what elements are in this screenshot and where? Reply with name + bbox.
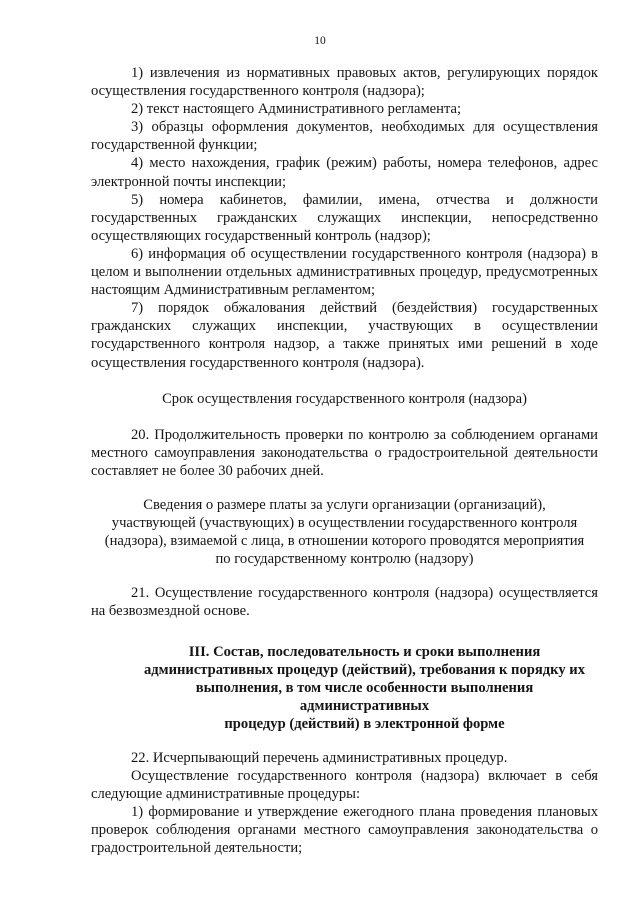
section-heading-line-1: III. Состав, последовательность и сроки выполнения bbox=[188, 643, 541, 660]
list-item-5: 5) номера кабинетов, фамилии, имена, отчества и должности государственных гражданских служащих инспекции, непосредственно осуществляющих государственный контроль (надзор); bbox=[91, 191, 598, 244]
document-body bbox=[91, 64, 598, 858]
section-heading-line-4: процедур (действий) в электронной форме bbox=[224, 715, 505, 732]
list-item-3: 3) образцы оформления документов, необходимых для осуществления государственной функции; bbox=[91, 119, 598, 154]
list-item-2: 2) текст настоящего Административного регламента; bbox=[131, 101, 462, 118]
section-heading-line-2: административных процедур (действий), требования к порядку их bbox=[143, 661, 586, 678]
heading-term: Срок осуществления государственного контроля (надзора) bbox=[162, 390, 527, 407]
section-heading bbox=[91, 643, 598, 733]
paragraph-20: 20. Продолжительность проверки по контролю за соблюдением органами местного самоуправления законодательства о градостроительной деятельности составляет не более 30 рабочих дней. bbox=[91, 426, 598, 479]
heading-fee-line-1: Сведения о размере платы за услуги организации (организаций), bbox=[143, 496, 546, 513]
list-item-1: 1) извлечения из нормативных правовых актов, регулирующих порядок осуществления государственного контроля (надзора); bbox=[91, 65, 598, 100]
paragraph-22: 22. Исчерпывающий перечень административных процедур. bbox=[131, 750, 508, 766]
heading-fee-line-2: участвующей (участвующих) в осуществлении государственного контроля bbox=[111, 515, 578, 532]
section-heading-line-3: выполнения, в том числе особенности выполнения административных bbox=[195, 679, 534, 714]
list-item-7: 7) порядок обжалования действий (бездействия) государственных гражданских служащих инспекции, участвующих в осуществлении государственного контроля надзор, а также принятых ими решений в ходе осуществления государственного контроля (надзора). bbox=[91, 300, 598, 371]
paragraph-22-item-1: 1) формирование и утверждение ежегодного плана проведения плановых проверок соблюдения органами местного самоуправления законодательства о градостроительной деятельности; bbox=[91, 804, 598, 857]
heading-fee-line-4: по государственному контролю (надзору) bbox=[215, 551, 474, 568]
paragraph-22-intro: Осуществление государственного контроля (надзора) включает в себя следующие административные процедуры: bbox=[91, 768, 598, 803]
list-item-6: 6) информация об осуществлении государственного контроля (надзора) в целом и выполнении отдельных административных процедур, предусмотренных настоящим Административным регламентом; bbox=[91, 245, 598, 299]
list-item-4: 4) место нахождения, график (режим) работы, номера телефонов, адрес электронной почты инспекции; bbox=[91, 155, 598, 190]
paragraph-21: 21. Осуществление государственного контроля (надзора) осуществляется на безвозмездной основе. bbox=[91, 585, 598, 620]
page-number: 10 bbox=[314, 35, 326, 47]
heading-fee-line-3: (надзора), взимаемой с лица, в отношении которого проводятся мероприятия bbox=[104, 533, 585, 550]
heading-fee bbox=[91, 496, 598, 568]
